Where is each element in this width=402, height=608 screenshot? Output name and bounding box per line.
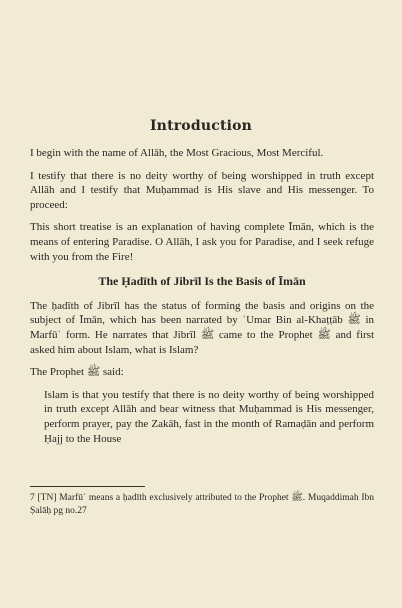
paragraph-hadith: The ḥadīth of Jibrīl has the status of forming the basis and origins on the subject of Īmān, which has been narrated by ʿUmar Bin al-Khaṭṭāb ﷺ in Marfūʿ form. He narrates that Jibrīl ﷺ came to the Prophet ﷺ and first asked him about Islam, what is Islam? <box>30 299 375 356</box>
paragraph-opening: I begin with the name of Allāh, the Most Gracious, Most Merciful. <box>30 147 324 159</box>
paragraph-prophet-said: The Prophet ﷺ said: <box>30 366 124 379</box>
body-text <box>30 146 374 446</box>
footnote-divider <box>30 486 145 487</box>
paragraph-treatise: This short treatise is an explanation of having complete Īmān, which is the means of entering Paradise. O Allāh, I ask you for Paradise, and I seek refuge with you from the Fire! <box>30 221 374 263</box>
footnote: 7 [TN] Marfūʿ means a ḥadīth exclusively attributed to the Prophet ﷺ. Muqaddimah Ibn Ṣalāḥ pg no.27 <box>30 493 374 516</box>
section-heading: The Ḥadīth of Jibrīl Is the Basis of Īmān <box>98 274 306 289</box>
quote-islam: Islam is that you testify that there is no deity worthy of being worshipped in truth except Allāh and bear witness that Muḥammad is His messenger, perform prayer, pay the Zakāh, fast in the month of Ramaḍān and perform Ḥajj to the House <box>44 388 374 445</box>
paragraph-testimony: I testify that there is no deity worthy of being worshipped in truth except Allāh and I testify that Muḥammad is His slave and His messenger. To proceed: <box>30 169 374 211</box>
page-title: Introduction <box>149 118 253 134</box>
